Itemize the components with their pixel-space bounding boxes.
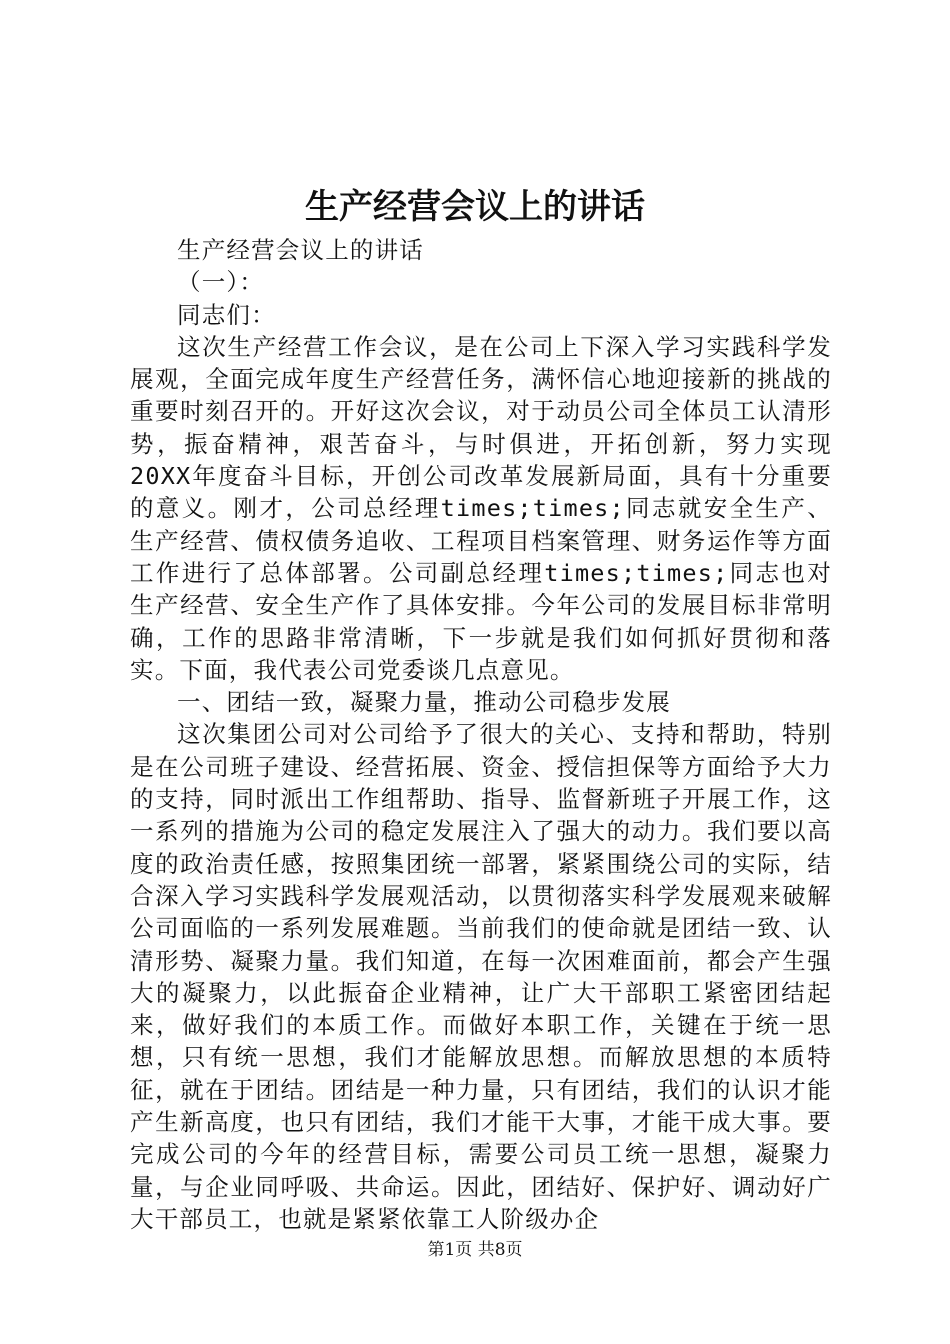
paragraph-section-number: （一）： [177, 268, 265, 297]
paragraph-section-1: 这次集团公司对公司给予了很大的关心、支持和帮助，特别是在公司班子建设、经营拓展、资金、授信担保等方面给予大力的支持，同时派出工作组帮助、指导、监督新班子开展工作，这一系列的措施为公司的稳定发展注入了强大的动力。我们要以高度的政治责任感，按照集团统一部署，紧紧围绕公司的实际，结合深入学习实践科学发展观活动，以贯彻落实科学发展观来破解公司面临的一系列发展难题。当前我们的使命就是团结一致、认清形势、凝聚力量。我们知道，在每一次困难面前，都会产生强大的凝聚力，以此振奋企业精神，让广大干部职工紧密团结起来，做好我们的本质工作。而做好本职工作，关键在于统一思想，只有统一思想，我们才能解放思想。而解放思想的本质特征，就在于团结。团结是一种力量，只有团结，我们的认识才能产生新高度，也只有团结，我们才能干大事，才能干成大事。要完成公司的今年的经营目标，需要公司员工统一思想，凝聚力量，与企业同呼吸、共命运。因此，团结好、保护好、调动好广大干部员工，也就是紧紧依靠工人阶级办企 [130, 720, 832, 1233]
paragraph-salutation: 同志们： [177, 300, 276, 329]
paragraph-subtitle: 生产经营会议上的讲话 [177, 236, 424, 264]
document-body [130, 234, 832, 1235]
page-footer: 第1页 共8页 [427, 1240, 523, 1260]
paragraph-intro: 这次生产经营工作会议，是在公司上下深入学习实践科学发展观，全面完成年度生产经营任务，满怀信心地迎接新的挑战的重要时刻召开的。开好这次会议，对于动员公司全体员工认清形势，振奋精神，艰苦奋斗，与时俱进，开拓创新，努力实现20XX年度奋斗目标，开创公司改革发展新局面，具有十分重要的意义。刚才，公司总经理times;times;同志就安全生产、生产经营、债权债务追收、工程项目档案管理、财务运作等方面工作进行了总体部署。公司副总经理times;times;同志也对生产经营、安全生产作了具体安排。今年公司的发展目标非常明确，工作的思路非常清晰，下一步就是我们如何抓好贯彻和落实。下面，我代表公司党委谈几点意见。 [130, 332, 832, 684]
document-title: 生产经营会议上的讲话 [305, 187, 645, 227]
section-heading-1: 一、团结一致，凝聚力量，推动公司稳步发展 [177, 688, 671, 717]
